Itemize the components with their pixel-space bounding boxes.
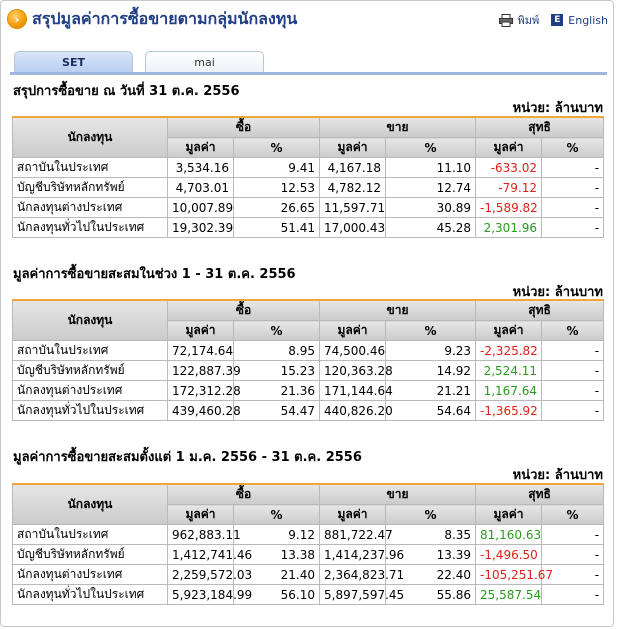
net-percent-header: % — [542, 321, 604, 341]
buy-percent: 54.47 — [234, 401, 320, 421]
sell-percent: 14.92 — [386, 361, 476, 381]
investor-name: สถาบันในประเทศ — [13, 158, 168, 178]
table-row — [13, 545, 604, 565]
buy-value: 962,883.11 — [168, 525, 234, 545]
buy-percent: 51.41 — [234, 218, 320, 238]
printer-icon[interactable] — [499, 14, 513, 27]
investor-name: นักลงทุนทั่วไปในประเทศ — [13, 401, 168, 421]
investor-name: บัญชีบริษัทหลักทรัพย์ — [13, 545, 168, 565]
buy-percent: 13.38 — [234, 545, 320, 565]
sell-percent: 13.39 — [386, 545, 476, 565]
net-percent: - — [542, 565, 604, 585]
table-row — [13, 218, 604, 238]
arrow-circle-icon: › — [8, 10, 26, 28]
net-value: 2,524.11 — [476, 361, 542, 381]
sell-value: 5,897,597.45 — [320, 585, 386, 605]
net-percent: - — [542, 178, 604, 198]
investor-table — [12, 116, 604, 238]
sell-value: 440,826.20 — [320, 401, 386, 421]
sell-percent: 55.86 — [386, 585, 476, 605]
buy-percent: 9.12 — [234, 525, 320, 545]
net-percent: - — [542, 218, 604, 238]
net-value: 81,160.63 — [476, 525, 542, 545]
investor-name: นักลงทุนต่างประเทศ — [13, 565, 168, 585]
net-header: สุทธิ — [476, 484, 604, 505]
sell-percent: 30.89 — [386, 198, 476, 218]
buy-percent: 8.95 — [234, 341, 320, 361]
buy-value-header: มูลค่า — [168, 138, 234, 158]
net-percent: - — [542, 525, 604, 545]
buy-percent-header: % — [234, 321, 320, 341]
sell-percent-header: % — [386, 138, 476, 158]
section-title: มูลค่าการซื้อขายสะสมตั้งแต่ 1 ม.ค. 2556 - 31 ต.ค. 2556 — [13, 450, 362, 465]
investor-name: นักลงทุนต่างประเทศ — [13, 381, 168, 401]
sell-value-header: มูลค่า — [320, 321, 386, 341]
net-percent: - — [542, 158, 604, 178]
buy-value: 172,312.28 — [168, 381, 234, 401]
net-value: -105,251.67 — [476, 565, 542, 585]
sell-header: ขาย — [320, 484, 476, 505]
sell-percent: 54.64 — [386, 401, 476, 421]
sell-value-header: มูลค่า — [320, 505, 386, 525]
sell-percent-header: % — [386, 505, 476, 525]
net-value: 2,301.96 — [476, 218, 542, 238]
net-header: สุทธิ — [476, 117, 604, 138]
net-header: สุทธิ — [476, 300, 604, 321]
net-value: 25,587.54 — [476, 585, 542, 605]
tab-set[interactable]: SET — [14, 51, 133, 73]
buy-value: 19,302.39 — [168, 218, 234, 238]
sell-header: ขาย — [320, 117, 476, 138]
buy-value: 439,460.28 — [168, 401, 234, 421]
toolbar — [499, 11, 609, 29]
net-percent-header: % — [542, 505, 604, 525]
sell-value: 4,782.12 — [320, 178, 386, 198]
sell-percent: 12.74 — [386, 178, 476, 198]
sell-percent: 45.28 — [386, 218, 476, 238]
section-title: มูลค่าการซื้อขายสะสมในช่วง 1 - 31 ต.ค. 2556 — [13, 267, 296, 282]
investor-header: นักลงทุน — [13, 117, 168, 158]
buy-percent-header: % — [234, 505, 320, 525]
net-percent: - — [542, 545, 604, 565]
section-title: สรุปการซื้อขาย ณ วันที่ 31 ต.ค. 2556 — [13, 84, 240, 99]
sell-percent: 8.35 — [386, 525, 476, 545]
table-row — [13, 198, 604, 218]
buy-percent-header: % — [234, 138, 320, 158]
sell-value: 17,000.43 — [320, 218, 386, 238]
market-tabs — [14, 51, 276, 73]
sell-value: 2,364,823.71 — [320, 565, 386, 585]
investor-header: นักลงทุน — [13, 300, 168, 341]
investor-name: สถาบันในประเทศ — [13, 525, 168, 545]
sell-header: ขาย — [320, 300, 476, 321]
table-row — [13, 158, 604, 178]
net-percent-header: % — [542, 138, 604, 158]
net-value: -633.02 — [476, 158, 542, 178]
english-icon[interactable]: E — [551, 14, 563, 26]
buy-value: 1,412,741.46 — [168, 545, 234, 565]
sell-value-header: มูลค่า — [320, 138, 386, 158]
investor-table — [12, 483, 604, 605]
net-value-header: มูลค่า — [476, 138, 542, 158]
table-row — [13, 381, 604, 401]
page-header — [8, 7, 297, 31]
buy-percent: 15.23 — [234, 361, 320, 381]
sell-percent: 11.10 — [386, 158, 476, 178]
buy-value: 3,534.16 — [168, 158, 234, 178]
tab-underline — [10, 72, 607, 75]
investor-name: สถาบันในประเทศ — [13, 341, 168, 361]
net-value: -1,496.50 — [476, 545, 542, 565]
net-percent: - — [542, 198, 604, 218]
net-value-header: มูลค่า — [476, 321, 542, 341]
unit-label: หน่วย: ล้านบาท — [512, 468, 603, 483]
net-value: -1,365.92 — [476, 401, 542, 421]
net-value: 1,167.64 — [476, 381, 542, 401]
table-row — [13, 341, 604, 361]
table-row — [13, 178, 604, 198]
investor-table — [12, 299, 604, 421]
investor-header: นักลงทุน — [13, 484, 168, 525]
buy-value: 2,259,572.03 — [168, 565, 234, 585]
buy-value: 122,887.39 — [168, 361, 234, 381]
net-value-header: มูลค่า — [476, 505, 542, 525]
table-row — [13, 361, 604, 381]
net-percent: - — [542, 341, 604, 361]
table-row — [13, 565, 604, 585]
table-header-row — [13, 300, 604, 321]
page-title: สรุปมูลค่าการซื้อขายตามกลุ่มนักลงทุน — [32, 8, 298, 28]
print-link[interactable]: พิมพ์ — [517, 14, 540, 27]
investor-name: นักลงทุนทั่วไปในประเทศ — [13, 585, 168, 605]
english-link[interactable]: English — [568, 13, 608, 27]
table-row — [13, 401, 604, 421]
net-value: -2,325.82 — [476, 341, 542, 361]
sell-value: 74,500.46 — [320, 341, 386, 361]
investor-name: บัญชีบริษัทหลักทรัพย์ — [13, 361, 168, 381]
sell-percent: 22.40 — [386, 565, 476, 585]
investor-name: บัญชีบริษัทหลักทรัพย์ — [13, 178, 168, 198]
sell-value: 881,722.47 — [320, 525, 386, 545]
table-header-row — [13, 117, 604, 138]
buy-value: 4,703.01 — [168, 178, 234, 198]
tab-mai[interactable]: mai — [145, 51, 264, 73]
buy-header: ซื้อ — [168, 300, 320, 321]
table-row — [13, 585, 604, 605]
buy-percent: 56.10 — [234, 585, 320, 605]
sell-value: 11,597.71 — [320, 198, 386, 218]
table-row — [13, 525, 604, 545]
sell-percent-header: % — [386, 321, 476, 341]
sell-value: 4,167.18 — [320, 158, 386, 178]
buy-percent: 12.53 — [234, 178, 320, 198]
buy-percent: 21.36 — [234, 381, 320, 401]
buy-value: 72,174.64 — [168, 341, 234, 361]
investor-name: นักลงทุนต่างประเทศ — [13, 198, 168, 218]
investor-name: นักลงทุนทั่วไปในประเทศ — [13, 218, 168, 238]
net-percent: - — [542, 361, 604, 381]
unit-label: หน่วย: ล้านบาท — [512, 285, 603, 300]
sell-percent: 21.21 — [386, 381, 476, 401]
net-percent: - — [542, 401, 604, 421]
buy-percent: 26.65 — [234, 198, 320, 218]
net-value: -79.12 — [476, 178, 542, 198]
table-header-row — [13, 484, 604, 505]
sell-value: 171,144.64 — [320, 381, 386, 401]
net-value: -1,589.82 — [476, 198, 542, 218]
buy-value-header: มูลค่า — [168, 505, 234, 525]
net-percent: - — [542, 585, 604, 605]
net-percent: - — [542, 381, 604, 401]
buy-header: ซื้อ — [168, 117, 320, 138]
buy-value-header: มูลค่า — [168, 321, 234, 341]
sell-value: 1,414,237.96 — [320, 545, 386, 565]
unit-label: หน่วย: ล้านบาท — [512, 101, 603, 116]
buy-header: ซื้อ — [168, 484, 320, 505]
buy-percent: 9.41 — [234, 158, 320, 178]
buy-value: 5,923,184.99 — [168, 585, 234, 605]
buy-value: 10,007.89 — [168, 198, 234, 218]
sell-percent: 9.23 — [386, 341, 476, 361]
sell-value: 120,363.28 — [320, 361, 386, 381]
buy-percent: 21.40 — [234, 565, 320, 585]
